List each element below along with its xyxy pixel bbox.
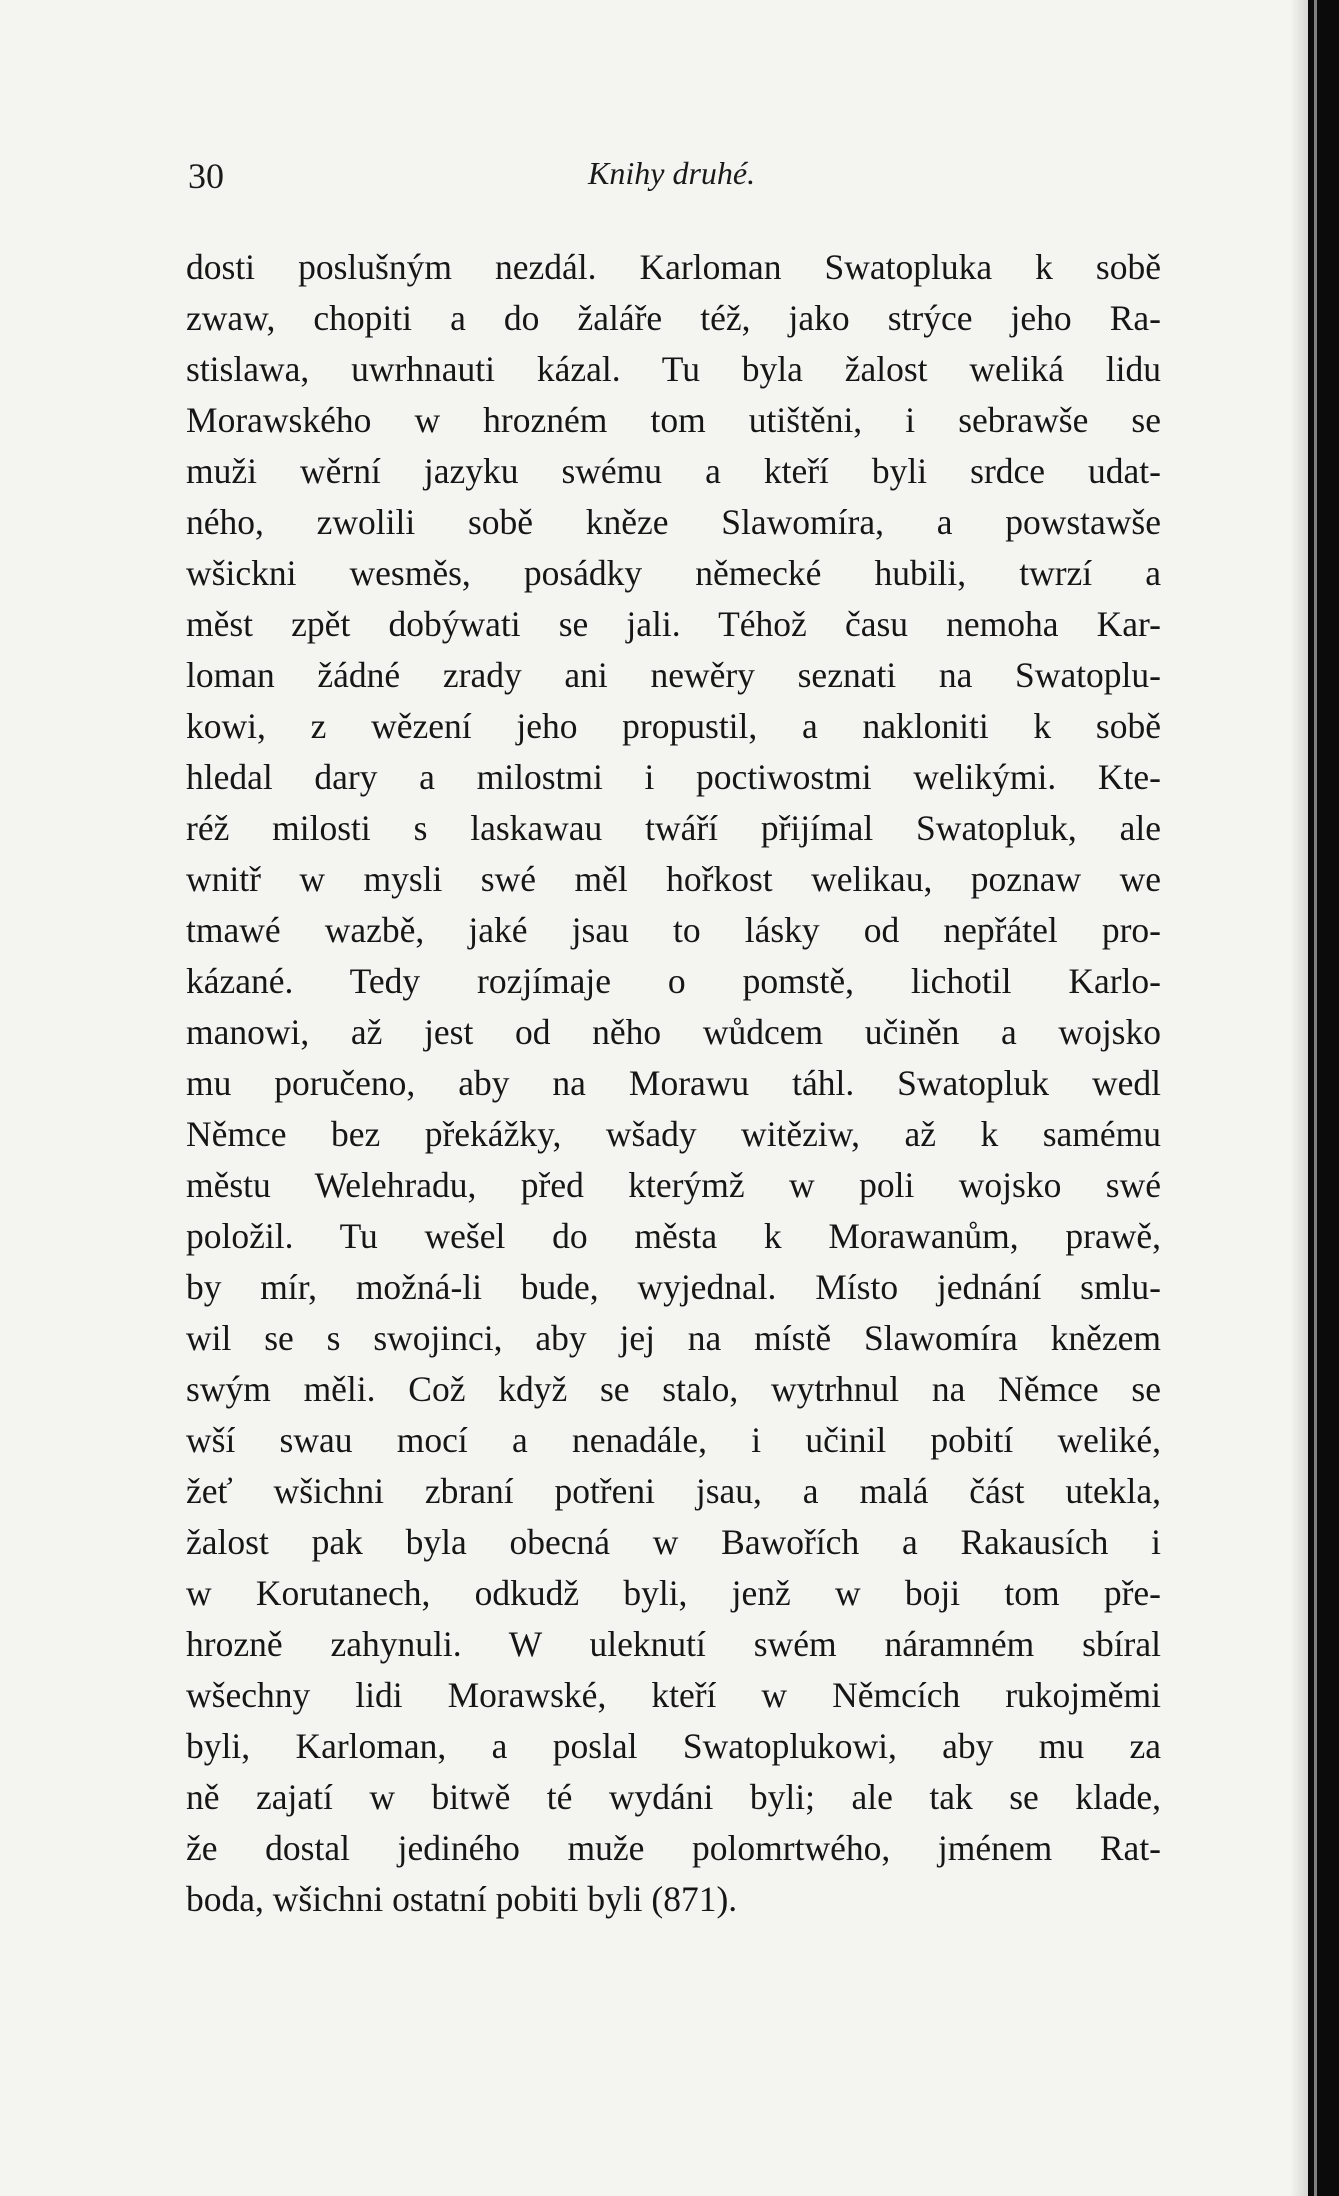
- text-line: dosti poslušným nezdál. Karloman Swatopluka k sobě: [186, 247, 1161, 287]
- text-line: muži wěrní jazyku swému a kteří byli srdce udat-: [186, 451, 1161, 491]
- text-line: Němce bez překážky, wšady witěziw, až k samému: [186, 1114, 1161, 1154]
- text-line: že dostal jediného muže polomrtwého, jménem Rat-: [186, 1828, 1161, 1868]
- text-line: měst zpět dobýwati se jali. Téhož času nemoha Kar-: [186, 604, 1161, 644]
- text-line: mu poručeno, aby na Morawu táhl. Swatopluk wedl: [186, 1063, 1161, 1103]
- text-line: boda, wšichni ostatní pobiti byli (871).: [186, 1879, 738, 1919]
- text-line: w Korutanech, odkudž byli, jenž w boji tom pře-: [186, 1573, 1161, 1613]
- text-line: wnitř w mysli swé měl hořkost welikau, poznaw we: [186, 859, 1161, 899]
- text-line: byli, Karloman, a poslal Swatoplukowi, aby mu za: [186, 1726, 1161, 1766]
- text-line: žalost pak byla obecná w Bawořích a Rakausích i: [186, 1522, 1161, 1562]
- text-line: kowi, z wězení jeho propustil, a nakloniti k sobě: [186, 706, 1161, 746]
- text-line: stislawa, uwrhnauti kázal. Tu byla žalost weliká lidu: [186, 349, 1161, 389]
- text-line: položil. Tu wešel do města k Morawanům, prawě,: [186, 1216, 1161, 1256]
- text-line: manowi, až jest od něho wůdcem učiněn a wojsko: [186, 1012, 1161, 1052]
- text-line: réž milosti s laskawau twáří přijímal Swatopluk, ale: [186, 808, 1161, 848]
- text-line: hrozně zahynuli. W uleknutí swém náramném sbíral: [186, 1624, 1161, 1664]
- text-line: wil se s swojinci, aby jej na místě Slawomíra knězem: [186, 1318, 1161, 1358]
- text-line: wšickni wesměs, posádky německé hubili, twrzí a: [186, 553, 1161, 593]
- binding-edge: [1314, 0, 1317, 2196]
- text-line: městu Welehradu, před kterýmž w poli wojsko swé: [186, 1165, 1161, 1205]
- text-line: kázané. Tedy rozjímaje o pomstě, lichotil Karlo-: [186, 961, 1161, 1001]
- page-header: [188, 155, 1168, 205]
- page-number: 30: [188, 156, 224, 196]
- text-line: wšechny lidi Morawské, kteří w Němcích rukojměmi: [186, 1675, 1161, 1715]
- text-line: ně zajatí w bitwě té wydáni byli; ale tak se klade,: [186, 1777, 1161, 1817]
- text-line: by mír, možná-li bude, wyjednal. Místo jednání smlu-: [186, 1267, 1161, 1307]
- running-title: Knihy druhé.: [588, 155, 756, 191]
- text-line: tmawé wazbě, jaké jsau to lásky od nepřátel pro-: [186, 910, 1161, 950]
- text-line: Morawského w hrozném tom utištěni, i sebrawše se: [186, 400, 1161, 440]
- body-text: [186, 242, 1161, 1925]
- text-line: hledal dary a milostmi i poctiwostmi welikými. Kte-: [186, 757, 1161, 797]
- text-line: žeť wšichni zbraní potřeni jsau, a malá část utekla,: [186, 1471, 1161, 1511]
- page-edge-shadow: [1290, 0, 1308, 2196]
- text-line: loman žádné zrady ani newěry seznati na Swatoplu-: [186, 655, 1161, 695]
- text-line: swým měli. Což když se stalo, wytrhnul na Němce se: [186, 1369, 1161, 1409]
- text-line: zwaw, chopiti a do žaláře též, jako strýce jeho Ra-: [186, 298, 1161, 338]
- text-line: ného, zwolili sobě kněze Slawomíra, a powstawše: [186, 502, 1161, 542]
- text-line: wší swau mocí a nenadále, i učinil pobití weliké,: [186, 1420, 1161, 1460]
